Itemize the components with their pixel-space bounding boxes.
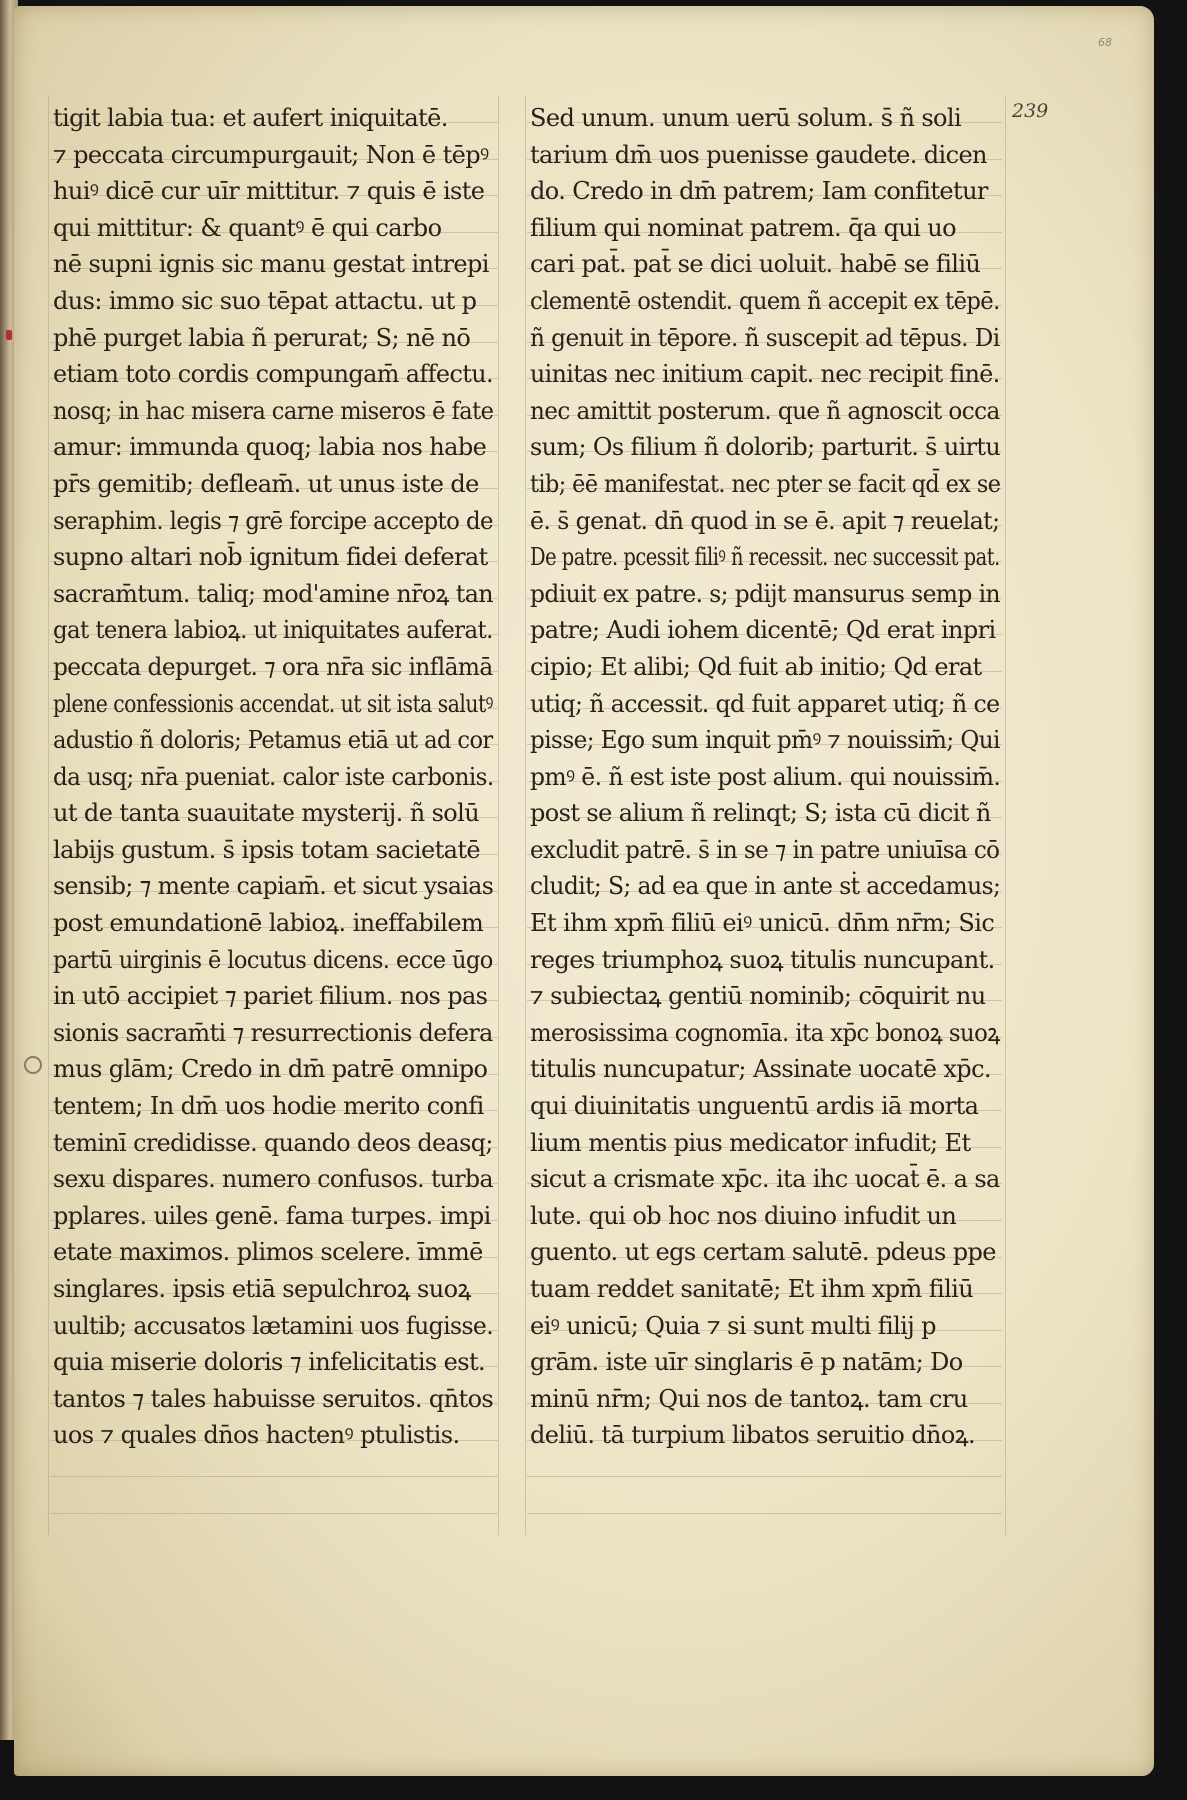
text-line: adustio ñ doloris; Petamus etiā ut ad cor: [53, 726, 493, 755]
text-line: grām. iste uīr singlaris ē p natām; Do: [530, 1348, 963, 1377]
text-line: uos ⁊ quales dn̄os hactenꝰ ptulistis.: [53, 1421, 460, 1450]
text-line: sacram̄tum. taliq; mod'amine nr̄oꝝ tan: [53, 579, 494, 608]
text-line: Et ihm xpm̄ filiū eiꝰ unicū. dn̄m nr̄m; Sic: [530, 909, 995, 938]
text-line: ut de tanta suauitate mysterij. ñ solū: [53, 799, 480, 828]
text-line: nec amittit posterum. que ñ agnoscit occa: [530, 396, 1000, 425]
text-line: sensib; ⁊ mente capiam̄. et sicut ysaias: [53, 872, 494, 901]
text-line: peccata depurget. ⁊ ora nr̄a sic inflāmā: [53, 652, 493, 681]
ruling-line: [527, 1476, 1002, 1477]
text-line: partū uirginis ē locutus dicens. ecce ūgo: [53, 945, 493, 974]
text-line: clementē ostendit. quem ñ accepit ex tēpē.: [530, 286, 1000, 315]
text-line: pisse; Ego sum inquit pm̄ꝰ ⁊ nouissim̄; Qui: [530, 726, 1000, 755]
ruling-line: [50, 1476, 498, 1477]
text-line: minū nr̄m; Qui nos de tantoꝝ. tam cru: [530, 1384, 968, 1413]
text-line: lute. qui ob hoc nos diuino infudit un: [530, 1201, 957, 1230]
text-line: post emundationē labioꝝ. ineffabilem: [53, 909, 484, 938]
text-line: gat tenera labioꝝ. ut iniquitates auferat.: [53, 616, 493, 645]
text-line: post se alium ñ relinqt; S; ista cū dicit ñ: [530, 799, 991, 828]
folio-number: 239: [1012, 100, 1049, 122]
text-line: sionis sacram̄ti ⁊ resurrectionis defera: [53, 1018, 493, 1047]
text-line: guento. ut egs certam salutē. pdeus ppe: [530, 1238, 996, 1267]
ruling-margin: [48, 95, 49, 1535]
text-line: cari pat̄. pat̄ se dici uoluit. habē se filiū: [530, 250, 981, 279]
text-line: cipio; Et alibi; Qd fuit ab initio; Qd erat: [530, 652, 982, 681]
text-line: titulis nuncupatur; Assinate uocatē xp̄c.: [530, 1055, 991, 1084]
text-line: plene confessionis accendat. ut sit ista salutꝰ: [53, 689, 493, 718]
text-line: tigit labia tua: et aufert iniquitatē.: [53, 104, 448, 132]
text-line: in utō accipiet ⁊ pariet filium. nos pas: [53, 982, 488, 1011]
text-line: singlares. ipsis etiā sepulchroꝝ suoꝝ: [53, 1275, 471, 1303]
text-line: teminī credidisse. quando deos deasq;: [53, 1128, 493, 1157]
text-line: qui mittitur: & quantꝰ ē qui carbo: [53, 213, 442, 242]
text-line: uultib; accusatos lætamini uos fugisse.: [53, 1311, 494, 1340]
text-line: ē. s̄ genat. dn̄ quod in se ē. apit ⁊ reuelat;: [530, 506, 1000, 535]
text-line: tarium dm̄ uos puenisse gaudete. dicen: [530, 140, 987, 169]
text-line: sicut a crismate xp̄c. ita ihc uocat̄ ē. a sa: [530, 1165, 1000, 1194]
text-line: pplares. uiles genē. fama turpes. impi: [53, 1201, 491, 1230]
left-text-column: [53, 100, 493, 1454]
text-line: Sed unum. unum uerū solum. s̄ ñ soli: [530, 104, 962, 132]
text-line: da usq; nr̄a pueniat. calor iste carbonis.: [53, 762, 494, 791]
text-line: De patre. pcessit filiꝰ ñ recessit. nec successit pat.: [530, 543, 1000, 572]
text-line: filium qui nominat patrem. q̄a qui uo: [530, 213, 956, 242]
text-line: merosissima cognomīa. ita xp̄c bonoꝝ suoꝝ: [530, 1018, 1000, 1047]
text-line: ⁊ subiectaꝝ gentiū nominib; cōquirit nu: [530, 982, 986, 1011]
text-line: nosq; in hac misera carne miseros ē fate: [53, 396, 494, 425]
text-line: qui diuinitatis unguentū ardis iā morta: [530, 1092, 979, 1121]
pencil-foliation: 68: [1098, 36, 1112, 49]
text-line: ñ genuit in tēpore. ñ suscepit ad tēpus. Di: [530, 323, 1000, 352]
text-line: supno altari nob̄ ignitum fidei deferat: [53, 543, 488, 572]
rubric-mark: [6, 330, 12, 340]
text-line: utiq; ñ accessit. qd fuit apparet utiq; ñ ce: [530, 689, 1000, 718]
text-line: reges triumphoꝝ suoꝝ titulis nuncupant.: [530, 945, 995, 974]
text-line: lium mentis pius medicator infudit; Et: [530, 1128, 971, 1157]
text-line: excludit patrē. s̄ in se ⁊ in patre uniuīsa cō: [530, 835, 1000, 864]
text-line: do. Credo in dm̄ patrem; Iam confitetur: [530, 177, 988, 206]
text-line: dus: immo sic suo tēpat attactu. ut p: [53, 286, 477, 315]
text-line: amur: immunda quoq; labia nos habe: [53, 433, 487, 462]
text-line: labijs gustum. s̄ ipsis totam sacietatē: [53, 835, 480, 864]
text-line: pmꝰ ē. ñ est iste post alium. qui nouissim̄.: [530, 762, 1001, 791]
text-line: ⁊ peccata circumpurgauit; Non ē tēpꝰ: [53, 140, 489, 169]
text-line: seraphim. legis ⁊ grē forcipe accepto de: [53, 506, 493, 535]
text-line: patre; Audi iohem dicentē; Qd erat inpri: [530, 616, 996, 645]
text-line: sexu dispares. numero confusos. turba: [53, 1165, 493, 1194]
ruling-margin: [498, 95, 499, 1535]
text-line: tib; ēē manifestat. nec pter se facit qd̄ ex se: [530, 469, 1001, 498]
text-line: etiam toto cordis compungam̄ affectu.: [53, 360, 494, 389]
text-line: pdiuit ex patre. s; pdijt mansurus semp in: [530, 579, 1000, 608]
right-text-column: [530, 100, 1000, 1454]
text-line: nē supni ignis sic manu gestat intrepi: [53, 250, 489, 279]
text-line: uinitas nec initium capit. nec recipit finē.: [530, 360, 1000, 389]
margin-mark: [24, 1056, 42, 1074]
ruling-margin: [1005, 95, 1006, 1535]
ruling-line: [50, 1513, 498, 1514]
text-line: etate maximos. plimos scelere. īmmē: [53, 1238, 483, 1267]
text-line: eiꝰ unicū; Quia ⁊ si sunt multi filij p: [530, 1311, 936, 1340]
text-line: tentem; In dm̄ uos hodie merito confi: [53, 1092, 484, 1121]
text-line: tuam reddet sanitatē; Et ihm xpm̄ filiū: [530, 1275, 974, 1303]
text-line: huiꝰ dicē cur uīr mittitur. ⁊ quis ē iste: [53, 177, 485, 206]
ruling-line: [527, 1513, 1002, 1514]
text-line: deliū. tā turpium libatos seruitio dn̄oꝝ.: [530, 1421, 976, 1450]
text-line: phē purget labia ñ perurat; S; nē nō: [53, 323, 471, 352]
text-line: cludit; S; ad ea que in ante sṫ accedamus;: [530, 872, 1001, 901]
ruling-margin: [525, 95, 526, 1535]
text-line: pr̄s gemitib; defleam̄. ut unus iste de: [53, 469, 479, 498]
text-line: quia miserie doloris ⁊ infelicitatis est.: [53, 1348, 486, 1377]
text-line: mus glām; Credo in dm̄ patrē omnipo: [53, 1055, 488, 1084]
text-line: tantos ⁊ tales habuisse seruitos. qn̄tos: [53, 1384, 494, 1413]
text-line: sum; Os filium ñ dolorib; parturit. s̄ uirtu: [530, 433, 1001, 462]
